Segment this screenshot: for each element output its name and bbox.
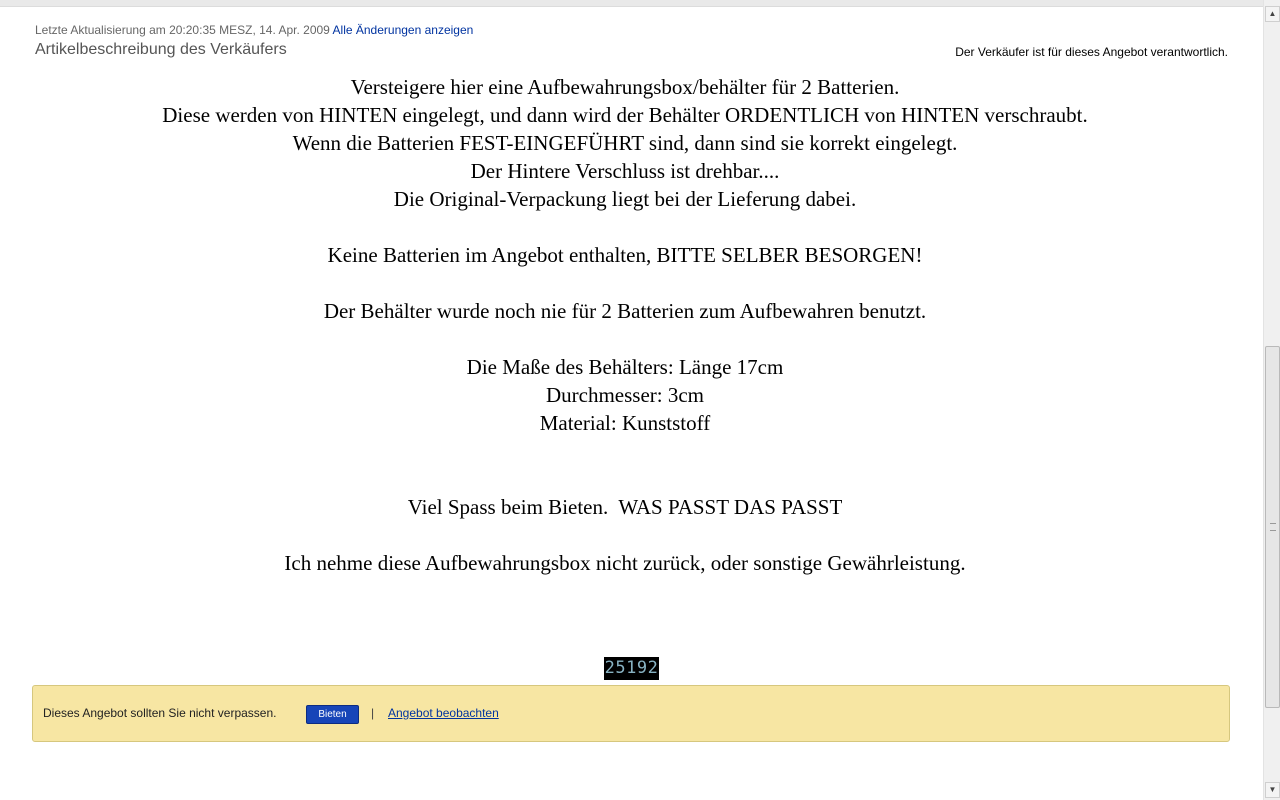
section-title: Artikelbeschreibung des Verkäufers xyxy=(35,41,287,58)
visitor-counter: 25192 xyxy=(604,658,659,678)
scroll-up-arrow-icon[interactable]: ▲ xyxy=(1265,6,1280,22)
description-line: Versteigere hier eine Aufbewahrungsbox/behälter für 2 Batterien. xyxy=(350,75,900,99)
scrollbar-thumb[interactable] xyxy=(1265,346,1280,708)
scroll-down-arrow-icon[interactable]: ▼ xyxy=(1265,782,1280,798)
description-line: Die Original-Verpackung liegt bei der Lieferung dabei. xyxy=(393,187,857,211)
description-line: Viel Spass beim Bieten. WAS PASST DAS PASST xyxy=(407,495,843,519)
description-line: Durchmesser: 3cm xyxy=(545,383,705,407)
last-update-text: Letzte Aktualisierung am 20:20:35 MESZ, 14. Apr. 2009 xyxy=(35,23,330,37)
separator: | xyxy=(371,706,375,720)
bid-button[interactable]: Bieten xyxy=(306,705,359,724)
last-update-line xyxy=(35,23,473,37)
description-line: Die Maße des Behälters: Länge 17cm xyxy=(466,355,784,379)
grip-icon xyxy=(1270,523,1276,531)
bid-bar xyxy=(32,685,1230,742)
vertical-scrollbar[interactable] xyxy=(1263,0,1280,800)
all-changes-link[interactable]: Alle Änderungen anzeigen xyxy=(332,23,474,37)
description-line: Der Hintere Verschluss ist drehbar.... xyxy=(470,159,780,183)
bid-prompt: Dieses Angebot sollten Sie nicht verpassen. xyxy=(43,706,277,720)
description-line: Wenn die Batterien FEST-EINGEFÜHRT sind, dann sind sie korrekt eingelegt. xyxy=(292,131,958,155)
item-description xyxy=(0,73,1250,577)
description-line: Keine Batterien im Angebot enthalten, BITTE SELBER BESORGEN! xyxy=(327,243,923,267)
watch-item-link[interactable]: Angebot beobachten xyxy=(388,706,499,720)
description-line: Diese werden von HINTEN eingelegt, und dann wird der Behälter ORDENTLICH von HINTEN verschraubt. xyxy=(162,103,1088,127)
description-line: Ich nehme diese Aufbewahrungsbox nicht zurück, oder sonstige Gewährleistung. xyxy=(284,551,966,575)
top-border xyxy=(0,0,1263,7)
seller-responsibility-note: Der Verkäufer ist für dieses Angebot verantwortlich. xyxy=(955,45,1228,59)
description-line: Material: Kunststoff xyxy=(539,411,711,435)
description-line: Der Behälter wurde noch nie für 2 Batterien zum Aufbewahren benutzt. xyxy=(323,299,927,323)
